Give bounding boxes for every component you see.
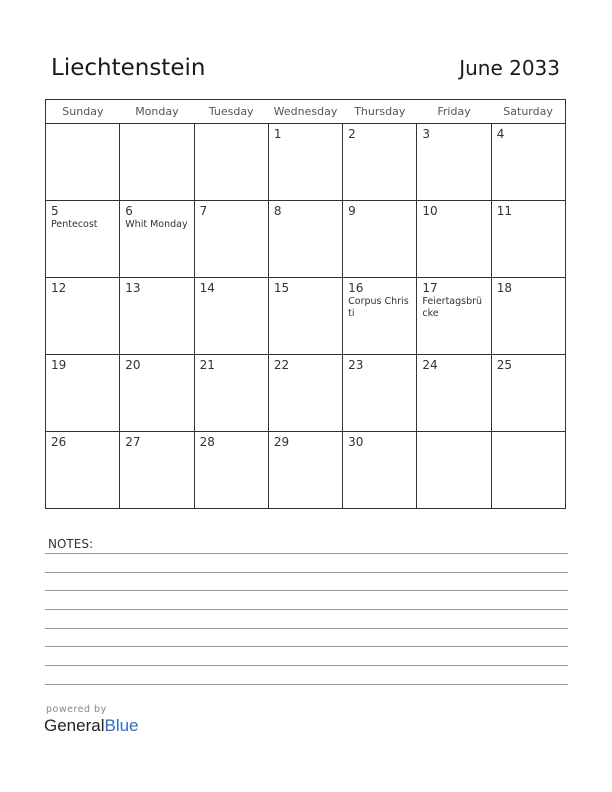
day-number: 22 bbox=[273, 358, 290, 372]
holiday-label: Whit Monday bbox=[125, 219, 188, 230]
day-number: 30 bbox=[348, 435, 364, 449]
calendar-day-cell[interactable] bbox=[194, 355, 268, 432]
calendar-day-cell[interactable] bbox=[491, 201, 565, 278]
holiday-label: Pentecost bbox=[51, 219, 98, 230]
calendar-week-row bbox=[46, 432, 566, 509]
calendar-day-cell[interactable] bbox=[491, 355, 565, 432]
day-number: 29 bbox=[273, 435, 290, 449]
weekday-friday: Friday bbox=[417, 100, 491, 124]
calendar-empty-cell bbox=[46, 124, 120, 201]
day-number: 26 bbox=[51, 435, 67, 449]
calendar-day-cell[interactable] bbox=[491, 278, 565, 355]
weekday-wednesday: Wednesday bbox=[268, 100, 342, 124]
brand-name bbox=[44, 716, 139, 736]
day-number: 2 bbox=[348, 127, 356, 141]
day-number: 21 bbox=[199, 358, 215, 372]
calendar-day-cell[interactable] bbox=[120, 201, 194, 278]
note-line bbox=[45, 646, 568, 647]
calendar-week-row bbox=[46, 278, 566, 355]
day-number: 16 bbox=[348, 281, 364, 295]
day-number: 28 bbox=[199, 435, 215, 449]
weekday-tuesday: Tuesday bbox=[194, 100, 268, 124]
calendar-day-cell[interactable] bbox=[491, 124, 565, 201]
calendar-day-cell[interactable] bbox=[417, 201, 491, 278]
day-number: 20 bbox=[125, 358, 141, 372]
calendar-day-cell[interactable] bbox=[343, 278, 417, 355]
calendar-week-row bbox=[46, 355, 566, 432]
calendar-day-cell[interactable] bbox=[120, 355, 194, 432]
day-number: 1 bbox=[273, 127, 282, 141]
note-line bbox=[45, 684, 568, 685]
day-number: 8 bbox=[273, 204, 282, 218]
day-number: 15 bbox=[273, 281, 290, 295]
holiday-label: Feiertagsbrücke bbox=[422, 296, 483, 319]
note-line bbox=[45, 572, 568, 573]
note-line bbox=[45, 609, 568, 610]
month-year-title: June 2033 bbox=[459, 56, 560, 80]
day-number: 11 bbox=[496, 204, 512, 218]
day-number: 27 bbox=[125, 435, 141, 449]
notes-label: NOTES: bbox=[48, 537, 93, 551]
holiday-label: Corpus Christi bbox=[348, 296, 409, 319]
country-title: Liechtenstein bbox=[51, 55, 206, 81]
calendar-week-row bbox=[46, 124, 566, 201]
calendar-day-cell[interactable] bbox=[268, 278, 342, 355]
calendar-day-cell[interactable] bbox=[194, 278, 268, 355]
calendar-day-cell[interactable] bbox=[46, 278, 120, 355]
day-number: 13 bbox=[125, 281, 141, 295]
calendar-day-cell[interactable] bbox=[417, 355, 491, 432]
brand-name-general: General bbox=[44, 716, 105, 735]
calendar-empty-cell bbox=[194, 124, 268, 201]
calendar-day-cell[interactable] bbox=[268, 432, 342, 509]
powered-by-text: powered by bbox=[46, 704, 107, 715]
note-line bbox=[45, 665, 568, 666]
note-line bbox=[45, 553, 568, 554]
calendar-grid bbox=[45, 99, 566, 509]
day-number: 6 bbox=[125, 204, 133, 218]
day-number: 19 bbox=[51, 358, 67, 372]
weekday-sunday: Sunday bbox=[46, 100, 120, 124]
calendar-empty-cell bbox=[491, 432, 565, 509]
calendar-empty-cell bbox=[417, 432, 491, 509]
weekday-monday: Monday bbox=[120, 100, 194, 124]
day-number: 14 bbox=[199, 281, 215, 295]
day-number: 17 bbox=[422, 281, 438, 295]
calendar-day-cell[interactable] bbox=[46, 432, 120, 509]
day-number: 3 bbox=[422, 127, 431, 141]
calendar-week-row bbox=[46, 201, 566, 278]
calendar-day-cell[interactable] bbox=[46, 355, 120, 432]
calendar-day-cell[interactable] bbox=[120, 278, 194, 355]
note-line bbox=[45, 628, 568, 629]
calendar-day-cell[interactable] bbox=[268, 201, 342, 278]
calendar-day-cell[interactable] bbox=[268, 355, 342, 432]
weekday-saturday: Saturday bbox=[491, 100, 565, 124]
calendar-day-cell[interactable] bbox=[343, 201, 417, 278]
calendar-day-cell[interactable] bbox=[46, 201, 120, 278]
generalblue-logo[interactable] bbox=[44, 704, 139, 736]
calendar-day-cell[interactable] bbox=[343, 124, 417, 201]
day-number: 7 bbox=[199, 204, 208, 218]
brand-name-blue: Blue bbox=[104, 716, 139, 735]
day-number: 9 bbox=[348, 204, 356, 218]
note-line bbox=[45, 590, 568, 591]
calendar-day-cell[interactable] bbox=[343, 432, 417, 509]
weekday-thursday: Thursday bbox=[343, 100, 417, 124]
calendar-day-cell[interactable] bbox=[343, 355, 417, 432]
calendar-day-cell[interactable] bbox=[120, 432, 194, 509]
day-number: 18 bbox=[496, 281, 512, 295]
day-number: 5 bbox=[51, 204, 59, 218]
day-number: 10 bbox=[422, 204, 438, 218]
calendar-day-cell[interactable] bbox=[194, 201, 268, 278]
day-number: 24 bbox=[422, 358, 438, 372]
calendar-day-cell[interactable] bbox=[417, 124, 491, 201]
day-number: 23 bbox=[348, 358, 364, 372]
calendar-day-cell[interactable] bbox=[417, 278, 491, 355]
day-number: 4 bbox=[496, 127, 505, 141]
calendar-day-cell[interactable] bbox=[268, 124, 342, 201]
calendar-day-cell[interactable] bbox=[194, 432, 268, 509]
day-number: 25 bbox=[496, 358, 512, 372]
calendar-empty-cell bbox=[120, 124, 194, 201]
weekday-header-row bbox=[46, 100, 566, 124]
day-number: 12 bbox=[51, 281, 67, 295]
